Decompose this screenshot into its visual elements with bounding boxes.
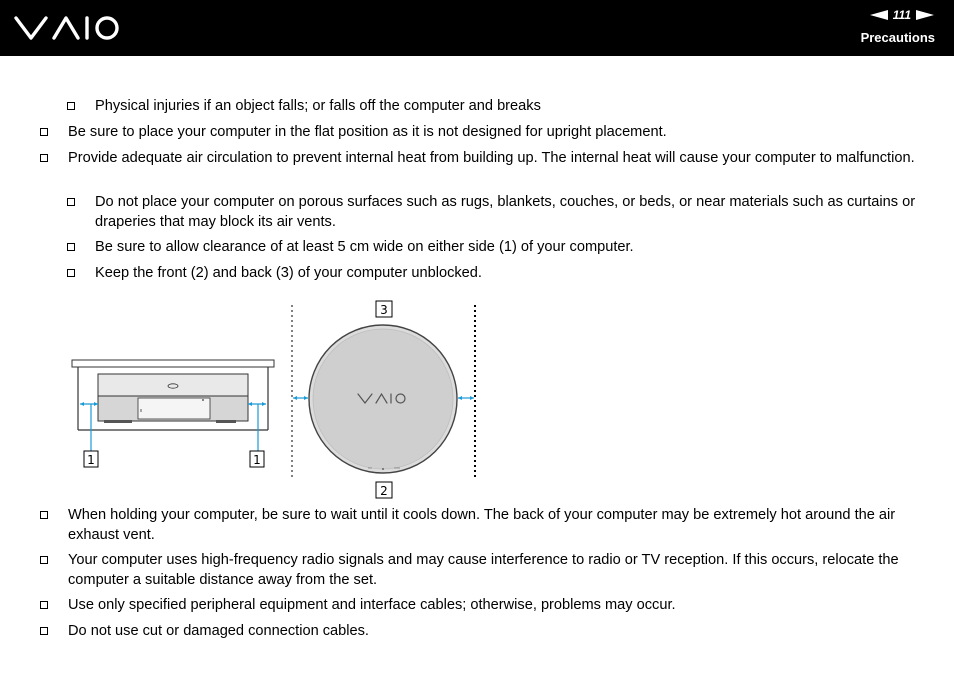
list-item: [67, 97, 930, 117]
checkbox-bullet-icon: [40, 601, 48, 609]
checkbox-bullet-icon: [67, 102, 75, 110]
next-page-icon[interactable]: [916, 10, 934, 20]
list-item: [40, 506, 930, 545]
list-item-text: When holding your computer, be sure to wait until it cools down. The back of your computer may be extremely hot around the air exhaust vent.: [68, 507, 896, 543]
page-header: [0, 0, 954, 56]
list-item: [67, 264, 930, 284]
checkbox-bullet-icon: [67, 243, 75, 251]
computer-side-view: [72, 360, 274, 430]
clearance-diagram: [68, 300, 488, 502]
checkbox-bullet-icon: [67, 269, 75, 277]
list-item-text: Do not place your computer on porous surfaces such as rugs, blankets, couches, or beds, or near materials such as curtains or draperies that may block its air vents.: [95, 194, 916, 230]
label-front: 2: [380, 484, 388, 498]
checkbox-bullet-icon: [40, 128, 48, 136]
checkbox-bullet-icon: [40, 154, 48, 162]
list-item: [40, 551, 930, 590]
checkbox-bullet-icon: [40, 627, 48, 635]
list-item-text: Physical injuries if an object falls; or falls off the computer and breaks: [95, 98, 541, 114]
list-item-text: Provide adequate air circulation to prevent internal heat from building up. The internal heat will cause your computer to malfunction.: [68, 150, 915, 166]
list-item-text: Keep the front (2) and back (3) of your computer unblocked.: [95, 265, 482, 281]
list-item: [40, 123, 930, 143]
list-item-text: Be sure to place your computer in the flat position as it is not designed for upright placement.: [68, 124, 667, 140]
page-number: 111: [892, 8, 911, 22]
list-item-text: Do not use cut or damaged connection cables.: [68, 623, 369, 639]
computer-top-view: [309, 325, 457, 473]
checkbox-bullet-icon: [40, 511, 48, 519]
section-title: Precautions: [860, 30, 935, 45]
list-item: [67, 238, 930, 258]
list-item: [40, 622, 930, 642]
vaio-logo: [14, 14, 120, 42]
list-item-text: Be sure to allow clearance of at least 5 cm wide on either side (1) of your computer.: [95, 239, 634, 255]
label-side-right: 1: [253, 453, 261, 467]
list-item-text: Use only specified peripheral equipment and interface cables; otherwise, problems may occur.: [68, 597, 676, 613]
list-item-text: Your computer uses high-frequency radio signals and may cause interference to radio or TV reception. If this occurs, relocate the computer a suitable distance away from the set.: [68, 552, 899, 588]
list-item: [40, 596, 930, 616]
checkbox-bullet-icon: [67, 198, 75, 206]
page-navigation: [870, 7, 934, 23]
list-item: [67, 193, 930, 232]
label-back: 3: [380, 303, 388, 317]
label-side-left: 1: [87, 453, 95, 467]
list-item: [40, 149, 930, 169]
checkbox-bullet-icon: [40, 556, 48, 564]
previous-page-icon[interactable]: [870, 10, 888, 20]
